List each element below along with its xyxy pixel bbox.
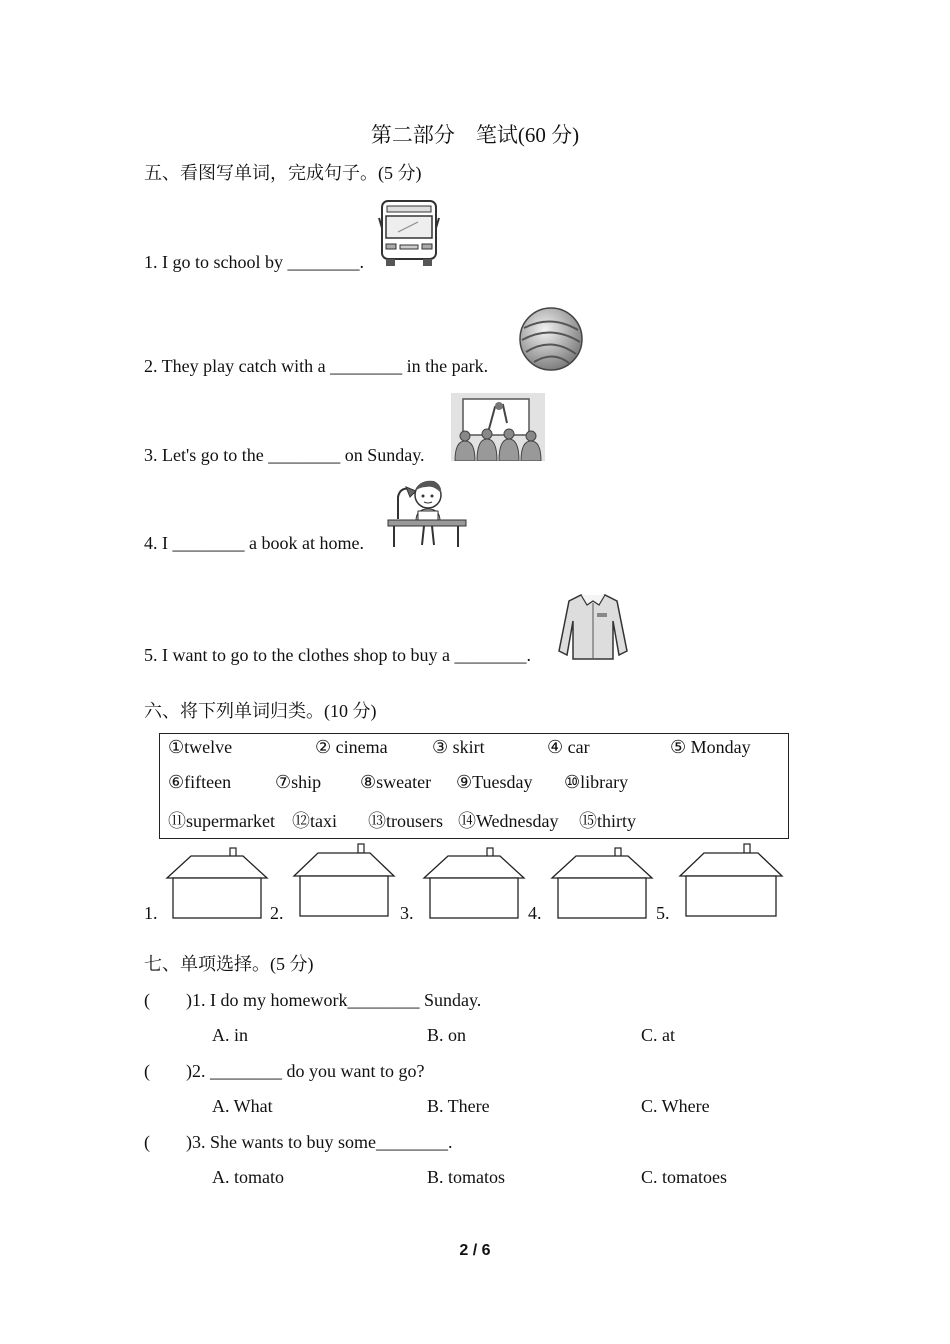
house-label-2: 2. (270, 903, 284, 923)
q2-option-a: A. What (212, 1096, 273, 1116)
q2-stem: ( )2. ________ do you want to go? (144, 1061, 425, 1081)
house-icon (292, 842, 396, 918)
word-item: ⑦ship (275, 772, 322, 792)
s5-item-4: 4. I ________ a book at home. (144, 533, 364, 553)
word-item: ⑥fifteen (168, 772, 232, 792)
word-item: ⑩library (564, 772, 629, 792)
s5-item-5: 5. I want to go to the clothes shop to buy a ________. (144, 645, 531, 665)
section6-heading: 六、将下列单词归类。(10 分) (144, 701, 377, 721)
word-item: ⑧sweater (360, 772, 432, 792)
q3-option-b: B. tomatos (427, 1167, 506, 1187)
house-label-5: 5. (656, 903, 670, 923)
word-item: ⑫taxi (292, 811, 337, 831)
word-item: ⑨Tuesday (456, 772, 533, 792)
house-label-1: 1. (144, 903, 158, 923)
section5-heading: 五、看图写单词，完成句子。(5 分) (144, 163, 422, 183)
q3-option-a: A. tomato (212, 1167, 284, 1187)
s5-item-3: 3. Let's go to the ________ on Sunday. (144, 445, 425, 465)
word-item: ⑤ Monday (670, 737, 751, 757)
q1-stem: ( )1. I do my homework________ Sunday. (144, 990, 482, 1010)
word-item: ⑪supermarket (168, 811, 275, 831)
q2-option-b: B. There (427, 1096, 490, 1116)
word-item: ② cinema (315, 737, 388, 757)
cinema-icon (451, 393, 545, 461)
word-item: ①twelve (168, 737, 233, 757)
bus-icon (378, 198, 440, 268)
house-icon (165, 846, 269, 920)
boy-reading-icon (386, 477, 468, 549)
word-item: ⑬trousers (368, 811, 443, 831)
s5-item-2: 2. They play catch with a ________ in the park. (144, 356, 489, 376)
house-icon (678, 842, 784, 918)
q3-stem: ( )3. She wants to buy some________. (144, 1132, 453, 1152)
shirt-icon (557, 591, 629, 661)
word-item: ③ skirt (432, 737, 485, 757)
q1-option-b: B. on (427, 1025, 467, 1045)
word-item: ⑮thirty (579, 811, 636, 831)
q3-option-c: C. tomatoes (641, 1167, 727, 1187)
ball-icon (518, 306, 584, 372)
q1-option-a: A. in (212, 1025, 248, 1045)
q1-option-c: C. at (641, 1025, 675, 1045)
page-title: 第二部分 笔试(60 分) (370, 123, 580, 147)
q2-option-c: C. Where (641, 1096, 710, 1116)
page-number: 2 / 6 (459, 1242, 491, 1259)
s5-item-1: 1. I go to school by ________. (144, 252, 364, 272)
section7-heading: 七、单项选择。(5 分) (144, 954, 314, 974)
house-label-3: 3. (400, 903, 414, 923)
word-bank (159, 733, 789, 839)
word-item: ⑭Wednesday (458, 811, 559, 831)
house-icon (422, 846, 526, 920)
house-label-4: 4. (528, 903, 542, 923)
word-item: ④ car (547, 737, 590, 757)
house-icon (550, 846, 654, 920)
